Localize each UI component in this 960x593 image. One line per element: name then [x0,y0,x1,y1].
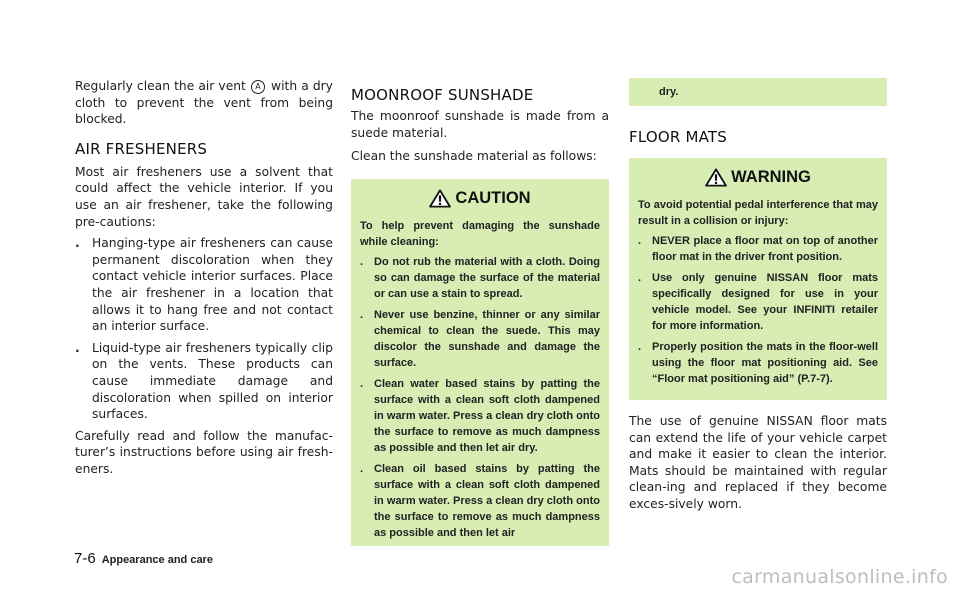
bullet: . [638,272,642,284]
caution-continued-box [629,78,887,106]
caution-box [351,179,609,546]
list-item: . Properly position the mats in the floor-well using the floor mat positioning aid. See “Floor mat positioning aid” (P.7-7). [638,341,878,385]
list-item: . Do not rub the material with a cloth. Doing so can damage the surface of the material or can use a stain to spread. [360,255,600,300]
caution-list [360,254,600,541]
bullet: . [638,235,642,247]
moonroof-sunshade-heading: MOONROOF SUNSHADE [351,86,534,104]
bullet: . [360,377,364,390]
list-item: . NEVER place a floor mat on top of another floor mat in the driver front position. [638,235,878,263]
page-number: 7-6 [74,550,96,567]
caution-title: CAUTION [455,188,531,207]
section-name: Appearance and care [101,554,213,566]
floor-mats-paragraph: The use of genuine NISSAN floor mats can extend the life of your vehicle carpet and make it easier to clean the interior. Mats should be maintained with regular clean-ing and replaced if they become exces-sively worn. [629,414,887,511]
air-fresheners-list [75,235,333,423]
left-column [75,78,333,477]
manufacturer-instructions-paragraph: Carefully read and follow the manufac-turer’s instructions before using air fresh-eners. [75,428,333,476]
watermark: carmanualsonline.info [731,566,948,588]
air-fresheners-heading: AIR FRESHENERS [75,139,208,158]
warning-title: WARNING [731,168,811,186]
list-item: . Hanging-type air fresheners can cause permanent discoloration when they contact vehicle interior surfaces. Place the air freshener in a location that allows it to hang free and not contact an interior surface. [75,236,333,334]
warning-header [629,158,887,195]
sunshade-clean-paragraph: Clean the sunshade material as follows: [351,149,597,164]
air-vent-paragraph: Regularly clean the air vent A with a dry cloth to prevent the vent from being blocked. [75,79,333,127]
sunshade-material-paragraph: The moonroof sunshade is made from a suede material. [351,109,609,140]
warning-intro: To avoid potential pedal interference that may result in a collision or injury: [638,199,878,227]
warning-list [638,233,878,387]
caution-continued-text: dry. [659,86,679,98]
callout-a-icon: A [251,80,265,94]
page-footer [74,548,213,567]
bullet: . [75,236,80,251]
caution-body [351,216,609,546]
warning-triangle-icon [705,168,727,187]
list-item: . Clean water based stains by patting the surface with a clean soft cloth dampened in warm water. Press a clean dry cloth onto the surface to remove as much dampness as possible and then let air dry. [360,377,600,454]
bullet: . [360,308,364,321]
bullet: . [360,255,364,268]
right-column [629,78,887,513]
bullet: . [638,341,642,353]
warning-box [629,158,887,400]
bullet: . [75,340,80,355]
floor-mats-heading: FLOOR MATS [629,128,727,146]
list-item: . Liquid-type air fresheners typically clip on the vents. These products can cause immediate damage and discoloration when spilled on interior surfaces. [75,340,333,422]
caution-header [351,179,609,216]
middle-column [351,78,609,546]
warning-triangle-icon [429,189,451,208]
list-item: . Use only genuine NISSAN floor mats specifically designed for use in your vehicle model. See your INFINITI retailer for more information. [638,272,878,332]
list-item: . Never use benzine, thinner or any similar chemical to clean the suede. This may discolor the sunshade and damage the surface. [360,308,600,369]
list-item: . Clean oil based stains by patting the surface with a clean soft cloth dampened in warm water. Press a clean dry cloth onto the surface to remove as much dampness as possible and then let air [360,462,600,539]
caution-intro: To help prevent damaging the sunshade while cleaning: [360,219,600,248]
bullet: . [360,462,364,475]
air-fresheners-paragraph: Most air fresheners use a solvent that could affect the vehicle interior. If you use an air freshener, take the following pre-cautions: [75,164,333,229]
warning-body [629,195,887,400]
